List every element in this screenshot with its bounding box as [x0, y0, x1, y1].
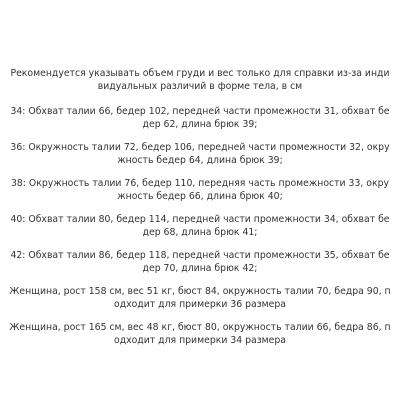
model-1-fit-note: Женщина, рост 158 см, вес 51 кг, бюст 84, окружность талии 70, бедра 90, подходит для примерки 36 размера	[9, 286, 391, 310]
size-40-measurements: 40: Обхват талии 80, бедер 114, передней части промежности 34, обхват бедер 68, длина брюк 41;	[10, 214, 390, 238]
size-34-measurements: 34: Обхват талии 66, бедер 102, передней части промежности 31, обхват бедер 62, длина брюк 39;	[10, 106, 390, 130]
size-36-measurements: 36: Окружность талии 72, бедер 106, передней части промежности 32, окружность бедер 64, длина брюк 39;	[10, 142, 390, 166]
size-38-measurements: 38: Окружность талии 76, бедер 110, передняя часть промежности 33, окружность бедер 66, длина брюк 40;	[10, 178, 390, 202]
model-2-fit-note: Женщина, рост 165 см, вес 48 кг, бюст 80, окружность талии 66, бедра 86, подходит для примерки 34 размера	[9, 322, 391, 346]
size-42-measurements: 42: Обхват талии 86, бедер 118, передней части промежности 35, обхват бедер 70, длина брюк 42;	[10, 250, 390, 274]
intro-note: Рекомендуется указывать объем груди и вес только для справки из-за индивидуальных различий в форме тела, в см	[10, 68, 390, 92]
